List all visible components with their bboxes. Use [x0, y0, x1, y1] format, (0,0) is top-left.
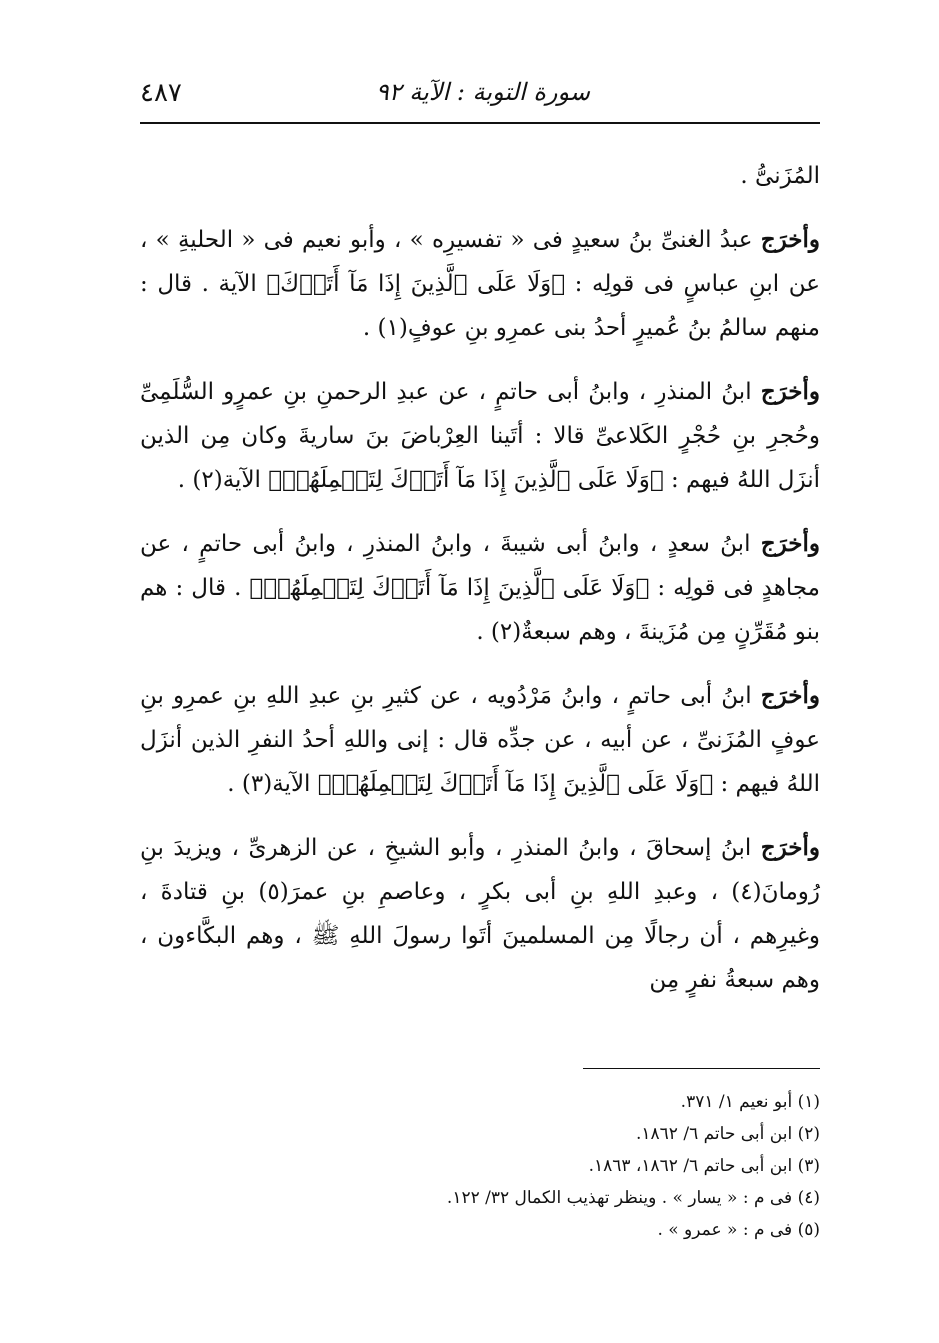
footnotes	[140, 1086, 820, 1246]
paragraph-opener: وأخرَج	[760, 834, 820, 861]
paragraph-text: المُزَنىُّ .	[740, 163, 820, 189]
paragraph	[140, 154, 820, 198]
page-header	[140, 78, 820, 120]
paragraph-text: ابنُ إسحاقَ ، وابنُ المنذرِ ، وأبو الشيخِ ، عن الزهرىِّ ، ويزيدَ بنِ رُومانَ(٤) ، وعبدِ اللهِ بنِ أبى بكرٍ ، وعاصمِ بنِ عمرَ(٥) بنِ قتادةَ ، وغيرِهم ، أن رجالًا مِن المسلمينَ أتَوا رسولَ اللهِ ﷺ ، وهم البكَّاءون ، وهم سبعةُ نفرٍ مِن	[140, 835, 820, 993]
paragraph-text: عبدُ الغنىِّ بنُ سعيدٍ فى « تفسيرِه » ، وأبو نعيم فى « الحليةِ » ، عن ابنِ عباسٍ فى قولِه : ﴿وَلَا عَلَى ٱلَّذِينَ إِذَا مَآ أَتَوۡكَ﴾ الآية . قال : منهم سالمُ بنُ عُميرٍ أحدُ بنى عمرِو بنِ عوفٍ(١) .	[140, 227, 820, 341]
paragraph	[140, 522, 820, 654]
header-rule	[140, 122, 820, 124]
paragraph-opener: وأخرَج	[760, 378, 820, 405]
page-number: ٤٨٧	[140, 78, 182, 108]
paragraph-text: ابنُ أبى حاتمٍ ، وابنُ مَرْدُويه ، عن كثيرِ بنِ عبدِ اللهِ بنِ عمرِو بنِ عوفٍ المُزَنىِّ ، عن أبيه ، عن جدِّه قال : إنى واللهِ أحدُ النفرِ الذين أنزَل اللهُ فيهم : ﴿وَلَا عَلَى ٱلَّذِينَ إِذَا مَآ أَتَوۡكَ لِتَحۡمِلَهُمۡ﴾ الآية(٣) .	[140, 683, 820, 797]
running-title: سورة التوبة : الآية ٩٢	[375, 78, 590, 106]
footnote: (١) أبو نعيم ١/ ٣٧١.	[680, 1092, 820, 1112]
footnote: (٢) ابن أبى حاتم ٦/ ١٨٦٢.	[635, 1124, 820, 1144]
main-text	[140, 154, 820, 1022]
paragraph	[140, 826, 820, 1002]
paragraph-opener: وأخرَج	[760, 682, 820, 709]
paragraph-text: ابنُ المنذرِ ، وابنُ أبى حاتمٍ ، عن عبدِ الرحمنِ بنِ عمرٍو السُّلَمِىِّ وحُجرِ بنِ حُجْرٍ الكَلاعىِّ قالا : أتَينا العِرْباضَ بنَ ساريةَ وكان مِن الذين أنزَل اللهُ فيهم : ﴿وَلَا عَلَى ٱلَّذِينَ إِذَا مَآ أَتَوۡكَ لِتَحۡمِلَهُمۡ﴾ الآية(٢) .	[140, 379, 820, 493]
paragraph-opener: وأخرَج	[760, 530, 820, 557]
paragraph	[140, 218, 820, 350]
paragraph	[140, 370, 820, 502]
footnotes-rule	[583, 1068, 820, 1069]
footnote: (٤) فى م : « يسار » . وينظر تهذيب الكمال ٣٢/ ١٢٢.	[446, 1188, 820, 1208]
paragraph-opener: وأخرَج	[760, 226, 820, 253]
paragraph-text: ابنُ سعدٍ ، وابنُ أبى شيبةَ ، وابنُ المنذرِ ، وابنُ أبى حاتمٍ ، عن مجاهدٍ فى قولِه : ﴿وَلَا عَلَى ٱلَّذِينَ إِذَا مَآ أَتَوۡكَ لِتَحۡمِلَهُمۡ﴾ . قال : هم بنو مُقَرِّنٍ مِن مُزَينةَ ، وهم سبعةٌ(٢) .	[140, 531, 820, 645]
footnote: (٥) فى م : « عمرو » .	[657, 1220, 820, 1240]
paragraph	[140, 674, 820, 806]
footnote: (٣) ابن أبى حاتم ٦/ ١٨٦٢، ١٨٦٣.	[588, 1156, 820, 1176]
